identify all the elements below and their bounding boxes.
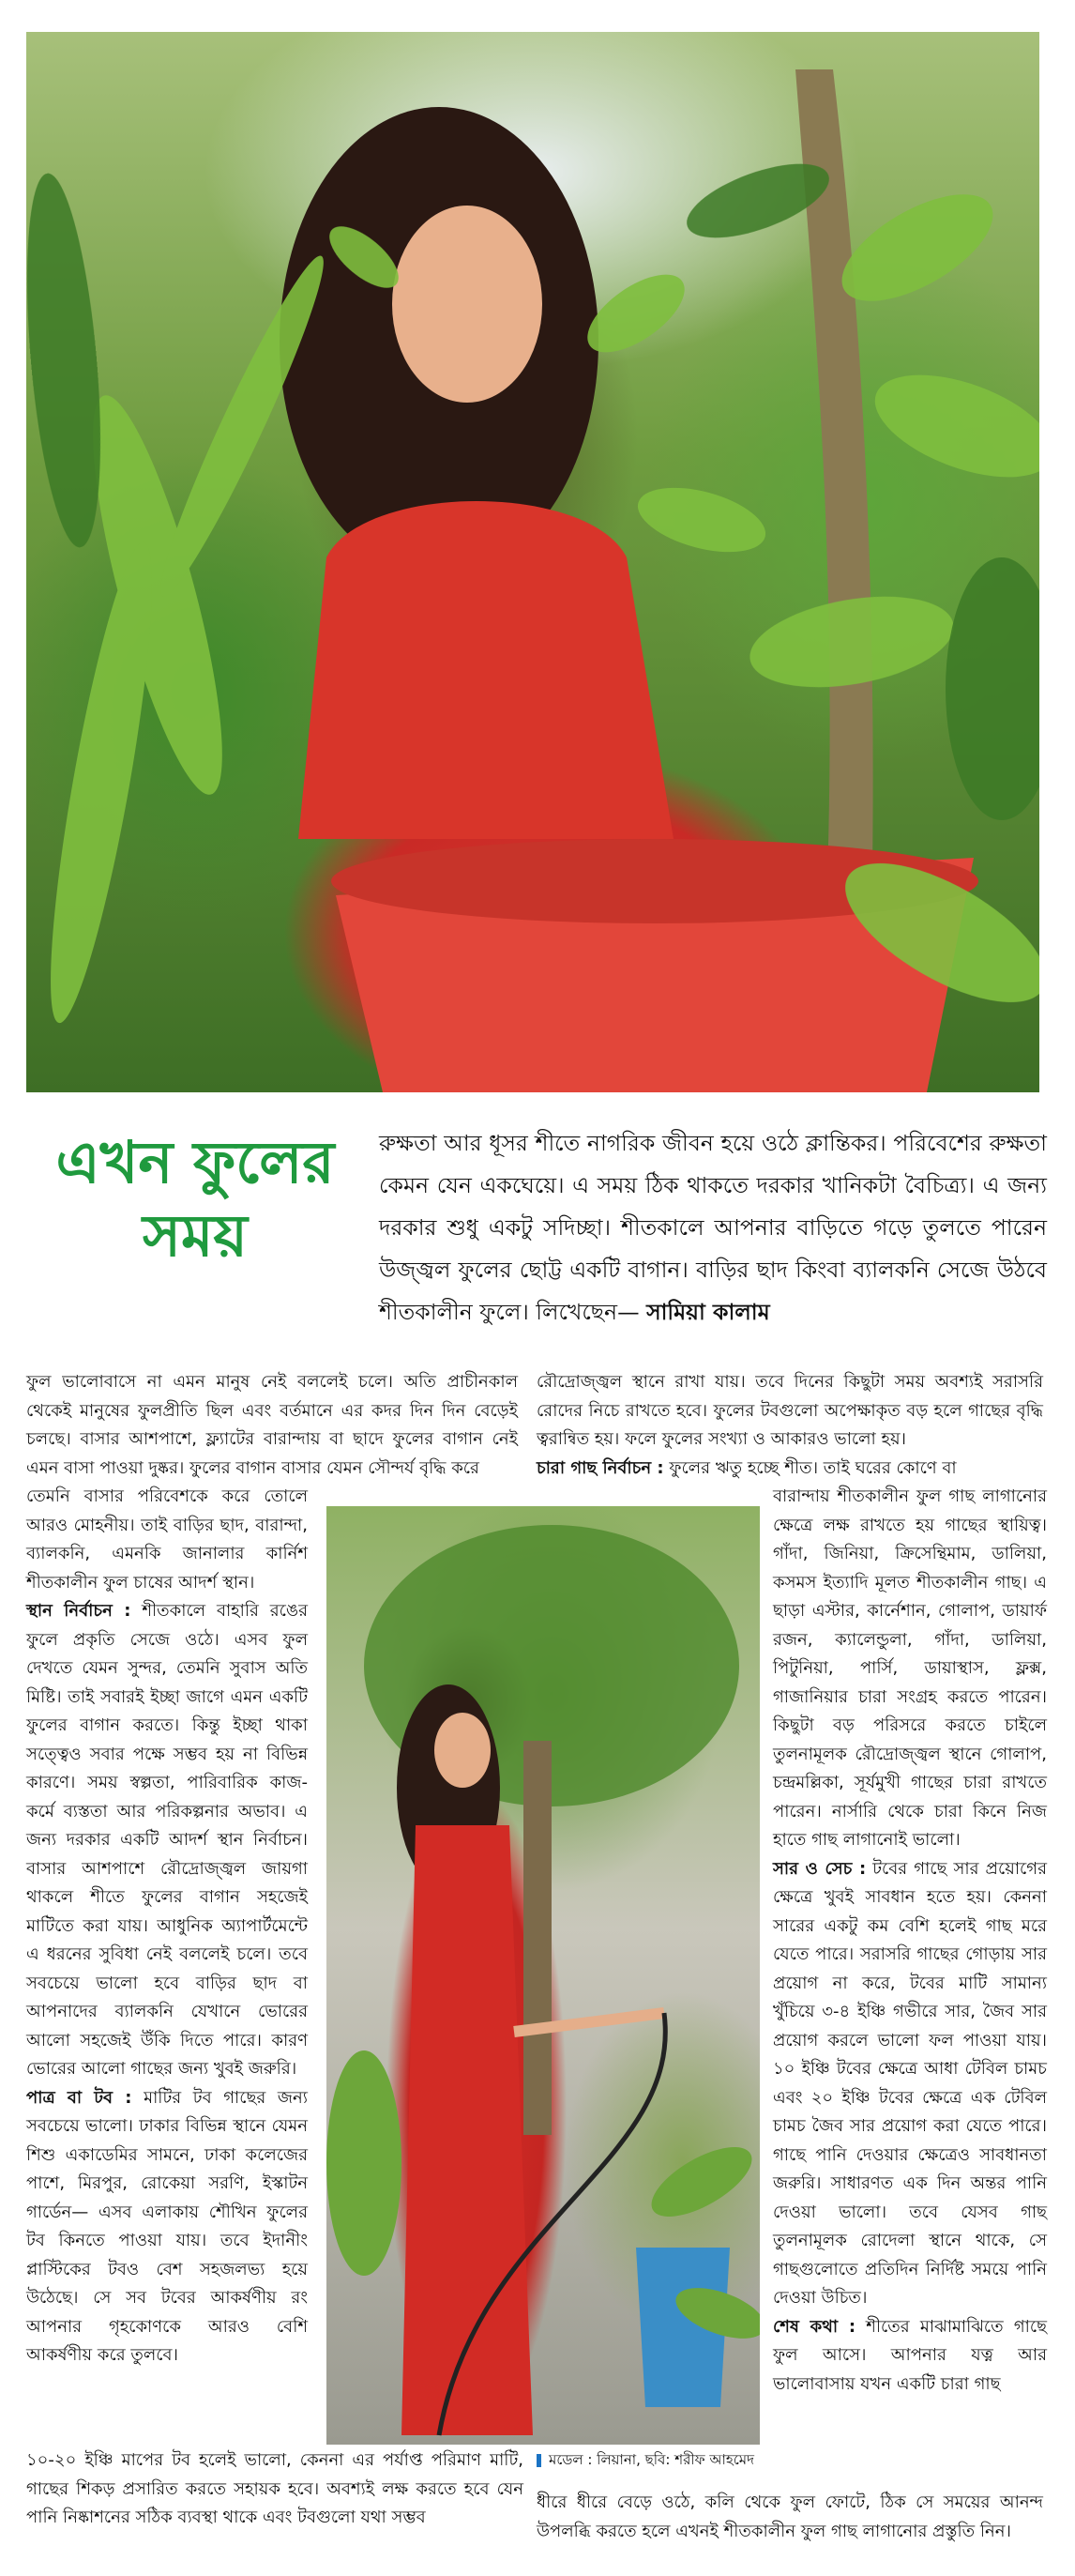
intro-text: রুক্ষতা আর ধূসর শীতে নাগরিক জীবন হয়ে ওঠে ক্লান্তিকর। পরিবেশের রুক্ষতা কেমন যেন একঘেয়ে। এ সময় ঠিক থাকতে দরকার খানিকটা বৈচিত্র্য। এ জন্য দরকার শুধু একটু সদিচ্ছা। শীতকালে আপনার বাড়িতে গড়ে তুলতে পারেন উজ্জ্বল ফুলের ছোট্ট একটি বাগান। বাড়ির ছাদ কিংবা ব্যালকনি সেজে উঠবে শীতকালীন ফুলে। লিখেছেন— [379,1130,1047,1325]
col3-heading-conclusion: শেষ কথা : [773,2316,856,2337]
headline-line-1: এখন ফুলের [55,1128,335,1197]
col1-paragraph-4: মাটির টব গাছের জন্য সবচেয়ে ভালো। ঢাকার বিভিন্ন স্থানে যেমন শিশু একাডেমির সামনে, ঢাকা কলেজের পাশে, মিরপুর, রোকেয়া সরণি, ইস্কাটন গার্ডেন— এসব এলাকায় শৌখিন ফুলের টব কিনতে পাওয়া যায়। তবে ইদানীং প্লাস্টিকের টবও বেশ সহজলভ্য হয়ে উঠেছে। সে সব টবের আকর্ষণীয় রং আপনার গৃহকোণকে আরও বেশি আকর্ষণীয় করে তুলবে। [26,2087,308,2365]
col1-heading-location: স্থান নির্বাচন : [26,1601,131,1621]
intro-author: সামিয়া কালাম [646,1299,770,1325]
column-1-top [26,1368,518,1483]
headline-line-2: সময় [143,1200,248,1270]
bottom-paragraph: ধীরে ধীরে বেড়ে ওঠে, কলি থেকে ফুল ফোটে, ঠিক সে সময়ের আনন্দ উপলব্ধি করতে হলে এখনই শীতকালীন ফুল গাছ লাগানোর প্রস্তুতি নিন। [537,2492,1043,2541]
hero-photo-illustration [26,32,1039,1092]
face-shape [392,206,542,403]
column-2-top [537,1368,1043,1483]
col1-paragraph-3: শীতকালে বাহারি রঙের ফুলে প্রকৃতি সেজে ওঠে। এসব ফুল দেখতে যেমন সুন্দর, তেমনি সুবাস অতি মিষ্টি। তাই সবারই ইচ্ছা জাগে এমন একটি ফুলের বাগান করতে। কিন্তু ইচ্ছা থাকা সত্ত্বেও সবার পক্ষে সম্ভব হয় না বিভিন্ন কারণে। সময় স্বল্পতা, পারিবারিক কাজ-কর্মে ব্যস্ততা আর পরিকল্পনার অভাব। এ জন্য দরকার একটি আদর্শ স্থান নির্বাচন। বাসার আশপাশে রৌদ্রোজ্জ্বল জায়গা থাকলে শীতে ফুলের বাগান সহজেই মাটিতে করা যায়। আধুনিক অ্যাপার্টমেন্টে এ ধরনের সুবিধা নেই বললেই চলে। তবে সবচেয়ে ভালো হবে বাড়ির ছাদ বা আপনাদের ব্যালকনি যেখানে ভোরের আলো সহজেই উঁকি দিতে পারে। কারণ ভোরের আলো গাছের জন্য খুবই জরুরি। [26,1601,308,2079]
tree-trunk-mid-shape [523,1741,552,2135]
col3-paragraph-3: শীতের মাঝামাঝিতে গাছে ফুল আসে। আপনার যত্ন আর ভালোবাসায় যখন একটি চারা গাছ [773,2316,1047,2394]
column-2-bottom [537,2489,1043,2546]
headline [26,1126,364,1272]
column-3-body [773,1483,1047,2399]
intro-paragraph [379,1122,1047,1334]
dress-shape [298,501,674,839]
col1-paragraph-5: ১০-২০ ইঞ্চি মাপের টব হলেই ভালো, কেননা এর পর্যাপ্ত পরিমাণ মাটি, গাছের শিকড় প্রসারিত করতে সহায়ক হবে। অবশ্যই লক্ষ করতে হবে যেন পানি নিষ্কাশনের সঠিক ব্যবস্থা থাকে এবং টবগুলো যথা সম্ভব [26,2450,523,2527]
col1-paragraph-1: ফুল ভালোবাসে না এমন মানুষ নেই বললেই চলে। অতি প্রাচীনকাল থেকেই মানুষের ফুলপ্রীতি ছিল এবং বর্তমানে এর কদর দিন দিন বেড়েই চলছে। বাসার আশপাশে, ফ্ল্যাটের বারান্দায় বা ছাদে ফুলের বাগান নেই এমন বাসা পাওয়া দুষ্কর। ফুলের বাগান বাসার যেমন সৌন্দর্য বৃদ্ধি করে [26,1372,518,1478]
col1-paragraph-2: তেমনি বাসার পরিবেশকে করে তোলে আরও মোহনীয়। তাই বাড়ির ছাদ, বারান্দা, ব্যালকনি, এমনকি জানালার কার্নিশ শীতকালীন ফুল চাষের আদর্শ স্থান। [26,1486,308,1593]
col3-paragraph-1: বারান্দায় শীতকালীন ফুল গাছ লাগানোর ক্ষেত্রে লক্ষ রাখতে হয় গাছের স্থায়িত্ব। গাঁদা, জিনিয়া, ক্রিসেন্থিমাম, ডালিয়া, কসমস ইত্যাদি মূলত শীতকালীন গাছ। এ ছাড়া এস্টার, কার্নেশান, গোলাপ, ডায়ার্ফ রজন, ক্যালেন্ডুলা, গাঁদা, ডালিয়া, পিটুনিয়া, পার্সি, ডায়াস্থাস, ফ্লক্স, গাজানিয়ার চারা সংগ্রহ করতে পারেন। কিছুটা বড় পরিসরে করতে চাইলে তুলনামূলক রৌদ্রোজ্জ্বল স্থানে গোলাপ, চন্দ্রমল্লিকা, সূর্যমুখী গাছের চারা রাখতে পারেন। নার্সারি থেকে চারা কিনে নিজ হাতে গাছ লাগানোই ভালো। [773,1486,1047,1850]
column-1-body [26,1483,308,2370]
photo-woman-watering-plants [326,1506,760,2445]
col2-paragraph-1: রৌদ্রোজ্জ্বল স্থানে রাখা যায়। তবে দিনের কিছুটা সময় অবশ্যই সরাসরি রোদের নিচে রাখতে হবে। ফুলের টবগুলো অপেক্ষাকৃত বড় হলে গাছের বৃদ্ধি ত্বরান্বিত হয়। ফলে ফুলের সংখ্যা ও আকারও ভালো হয়। [537,1372,1043,1449]
col3-paragraph-2: টবের গাছে সার প্রয়োগের ক্ষেত্রে খুবই সাবধান হতে হয়। কেননা সারের একটু কম বেশি হলেই গাছ মরে যেতে পারে। সরাসরি গাছের গোড়ায় সার প্রয়োগ না করে, টবের মাটি সামান্য খুঁচিয়ে ৩-৪ ইঞ্চি গভীরে সার, জৈব সার প্রয়োগ করলে ভালো ফল পাওয়া যায়। ১০ ইঞ্চি টবের ক্ষেত্রে আধা টেবিল চামচ এবং ২০ ইঞ্চি টবের ক্ষেত্রে এক টেবিল চামচ জৈব সার প্রয়োগ করা যেতে পারে। গাছে পানি দেওয়ার ক্ষেত্রেও সাবধানতা জরুরি। সাধারণত এক দিন অন্তর পানি দেওয়া ভালো। তবে যেসব গাছ তুলনামূলক রোদেলা স্থানে থাকে, সে গাছগুলোতে প্রতিদিন নির্দিষ্ট সময়ে পানি দেওয়া উচিত। [773,1858,1047,2308]
col2-heading-seedling: চারা গাছ নির্বাচন : [537,1457,664,1478]
col1-heading-pot: পাত্র বা টব : [26,2087,132,2108]
col3-heading-fertilizer: সার ও সেচ : [773,1858,867,1879]
caption-bar-icon [537,2454,541,2467]
photo-caption [537,2449,754,2473]
caption-text: মডেল : লিয়ানা, ছবি: শরীফ আহমেদ [549,2451,754,2468]
face-mid-shape [434,1713,491,1788]
hero-photo-woman-gardening [26,32,1039,1092]
photo-mid-illustration [326,1506,760,2445]
col2-paragraph-2: ফুলের ঋতু হচ্ছে শীত। তাই ঘরের কোণে বা [669,1457,957,1478]
column-1-bottom [26,2446,523,2533]
